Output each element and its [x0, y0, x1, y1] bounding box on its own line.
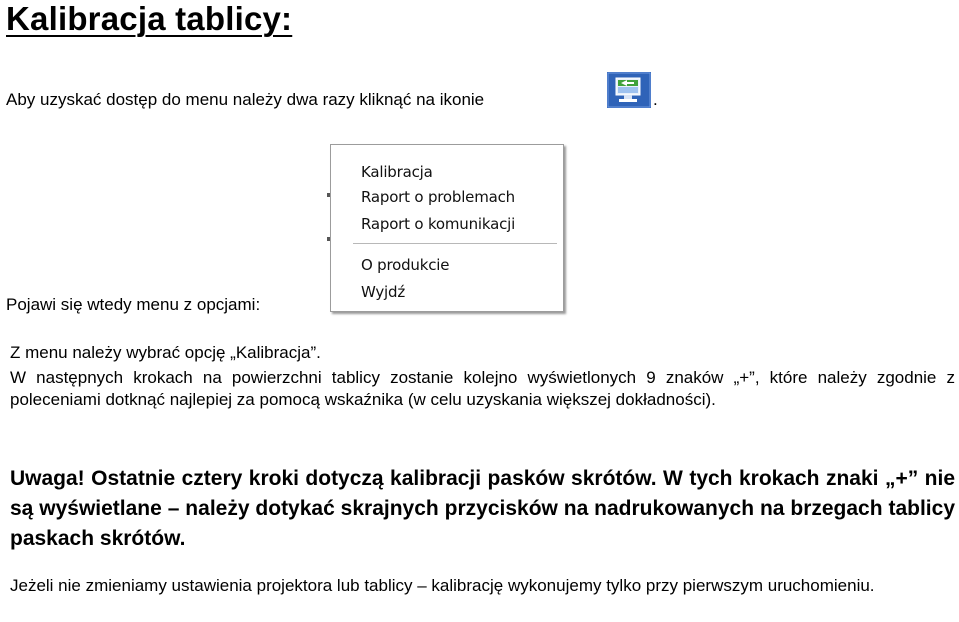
popup-menu-label: Pojawi się wtedy menu z opcjami: — [6, 295, 261, 314]
menu-item-communication-report[interactable]: Raport o komunikacji — [361, 215, 516, 233]
intro-text-end: . — [653, 90, 658, 109]
page-title: Kalibracja tablicy: — [6, 0, 293, 37]
menu-item-about[interactable]: O produkcie — [361, 256, 450, 274]
context-menu — [330, 144, 564, 312]
menu-item-exit[interactable]: Wyjdź — [361, 283, 406, 301]
tray-app-icon[interactable] — [607, 72, 651, 108]
instruction-steps: W następnych krokach na powierzchni tablicy zostanie kolejno wyświetlonych 9 znaków „+”, które należy zgodnie z poleceniami dotknąć najlepiej za pomocą wskaźnika (w celu uzyskania większej dokładności). — [10, 368, 955, 409]
intro-text: Aby uzyskać dostęp do menu należy dwa razy kliknąć na ikonie — [6, 90, 485, 109]
warning-text: Uwaga! Ostatnie cztery kroki dotyczą kalibracji pasków skrótów. W tych krokach znaki „+” nie są wyświetlane – należy dotykać skrajnych przycisków na nadrukowanych na brzegach tablicy paskach skrótów. — [10, 467, 955, 550]
monitor-icon — [607, 72, 651, 108]
menu-item-calibration[interactable]: Kalibracja — [361, 163, 433, 181]
menu-separator — [353, 243, 557, 245]
instruction-choose: Z menu należy wybrać opcję „Kalibracja”. — [10, 343, 321, 362]
menu-item-problem-report[interactable]: Raport o problemach — [361, 188, 515, 206]
note-text: Jeżeli nie zmieniamy ustawienia projektora lub tablicy – kalibrację wykonujemy tylko przy pierwszym uruchomieniu. — [10, 576, 875, 595]
